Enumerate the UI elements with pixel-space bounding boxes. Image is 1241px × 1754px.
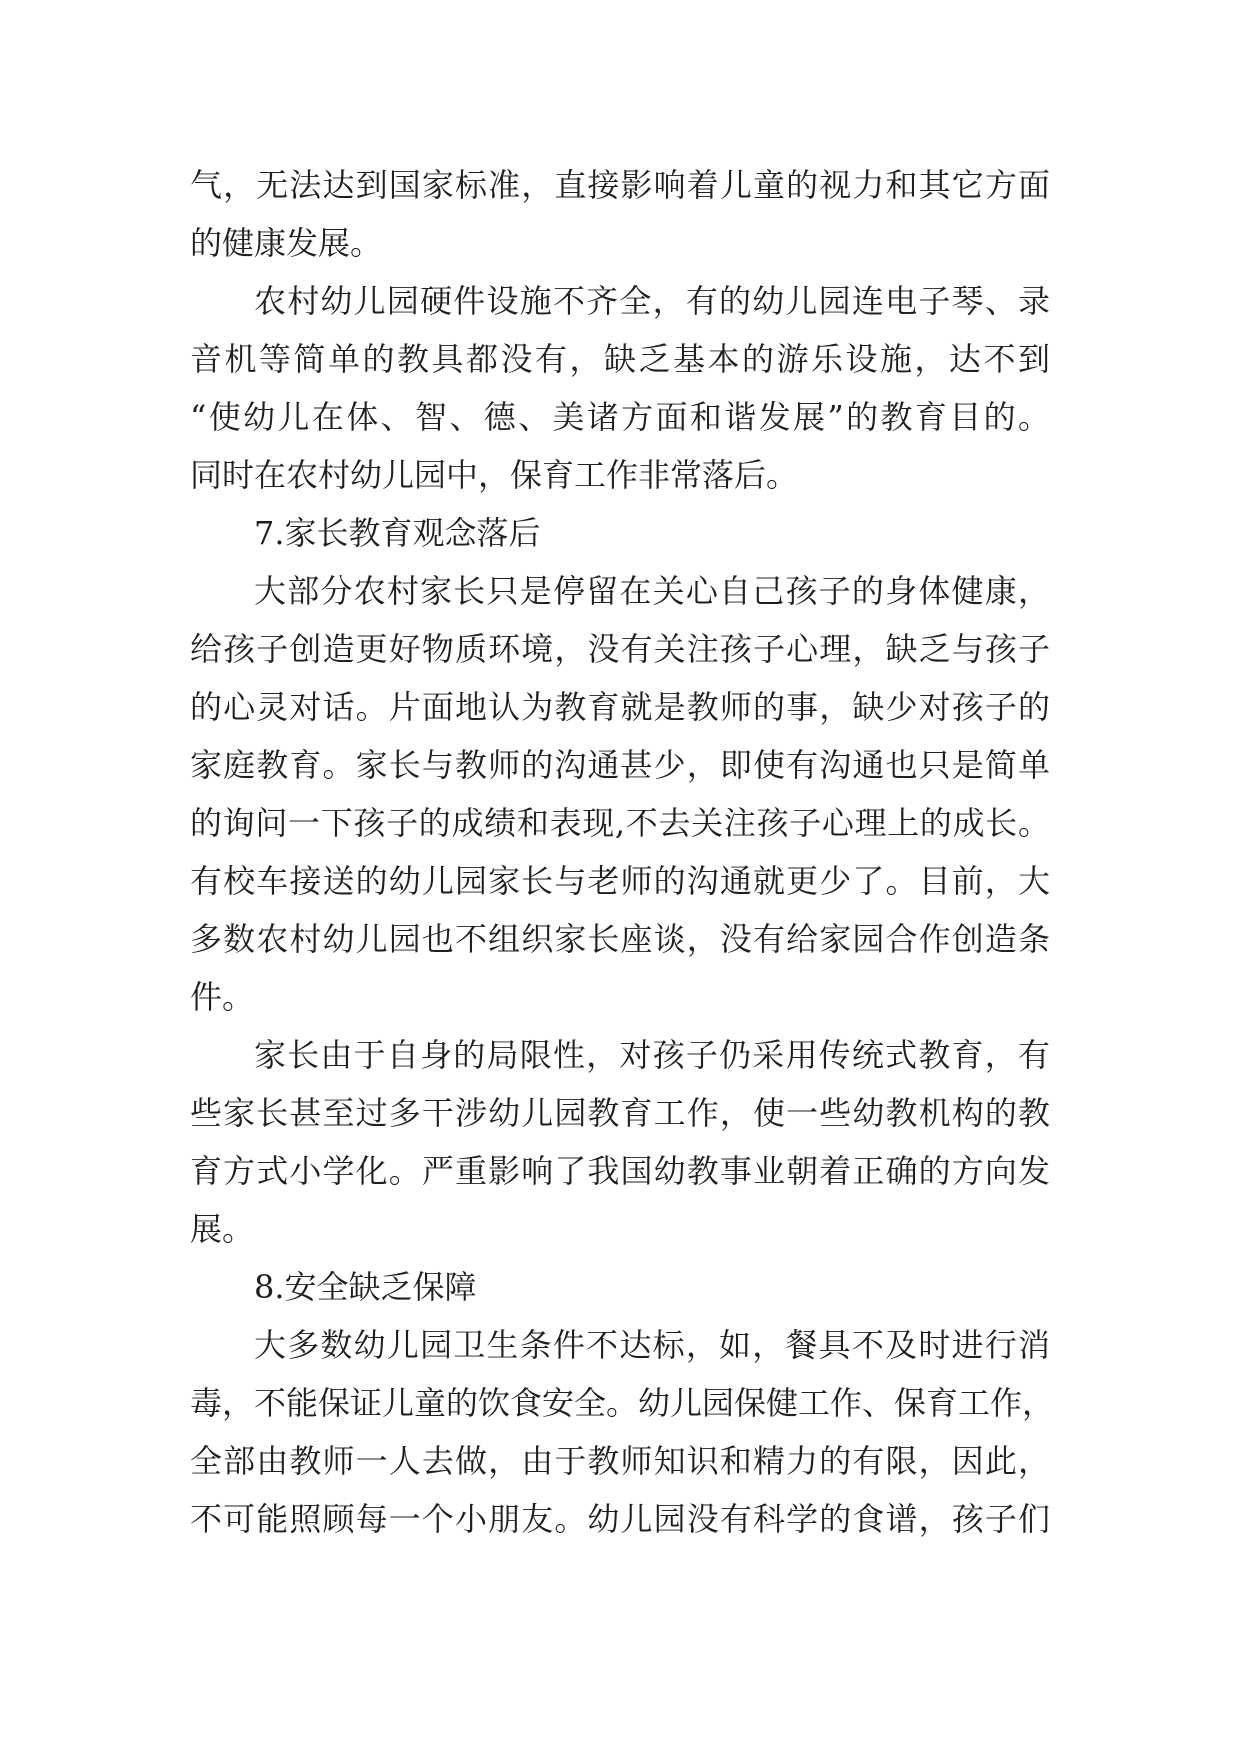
text-line: 毒，不能保证儿童的饮食安全。幼儿园保健工作、保育工作， (190, 1384, 1055, 1422)
text-line: 展。 (190, 1210, 255, 1248)
text-line: 给孩子创造更好物质环境，没有关注孩子心理，缺乏与孩子 (190, 630, 1050, 668)
text-line: 多数农村幼儿园也不组织家长座谈，没有给家园合作创造条 (190, 920, 1050, 958)
text-line: 同时在农村幼儿园中，保育工作非常落后。 (190, 456, 799, 494)
text-line: 家长由于自身的局限性，对孩子仍采用传统式教育，有 (254, 1036, 1050, 1074)
body-text (190, 156, 1055, 1548)
text-line: 气，无法达到国家标准，直接影响着儿童的视力和其它方面 (190, 166, 1050, 204)
text-line: 的健康发展。 (190, 224, 383, 262)
text-line: 有校车接送的幼儿园家长与老师的沟通就更少了。目前，大 (190, 862, 1050, 900)
section-heading: 7.家长教育观念落后 (254, 514, 541, 552)
text-line: 育方式小学化。严重影响了我国幼教事业朝着正确的方向发 (190, 1152, 1050, 1190)
text-line: 家庭教育。家长与教师的沟通甚少，即使有沟通也只是简单 (190, 746, 1050, 784)
text-line: 农村幼儿园硬件设施不齐全，有的幼儿园连电子琴、录 (254, 282, 1050, 320)
text-line: 不可能照顾每一个小朋友。幼儿园没有科学的食谱，孩子们 (190, 1500, 1050, 1538)
section-heading: 8.安全缺乏保障 (254, 1268, 477, 1306)
text-line: 音机等简单的教具都没有，缺乏基本的游乐设施，达不到 (190, 340, 1050, 378)
text-line: 全部由教师一人去做，由于教师知识和精力的有限，因此， (190, 1442, 1050, 1480)
text-line: 的询问一下孩子的成绩和表现,不去关注孩子心理上的成长。 (190, 804, 1050, 842)
text-line: 件。 (190, 978, 255, 1016)
text-line: 些家长甚至过多干涉幼儿园教育工作，使一些幼教机构的教 (190, 1094, 1050, 1132)
text-line: 的心灵对话。片面地认为教育就是教师的事，缺少对孩子的 (190, 688, 1050, 726)
text-line: 大部分农村家长只是停留在关心自己孩子的身体健康， (254, 572, 1050, 610)
text-line: 大多数幼儿园卫生条件不达标，如，餐具不及时进行消 (254, 1326, 1050, 1364)
text-line: “使幼儿在体、智、德、美诸方面和谐发展”的教育目的。 (190, 398, 1050, 436)
